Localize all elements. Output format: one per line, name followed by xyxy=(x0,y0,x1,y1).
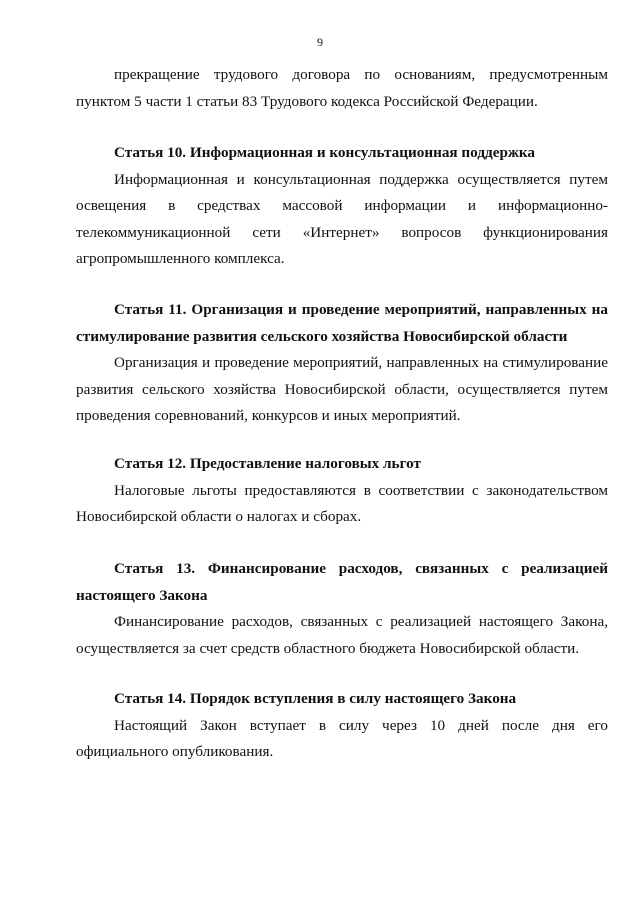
article-10-body: Информационная и консультационная поддержка осуществляется путем освещения в средствах массовой информации и информационно-телекоммуникационной сети «Интернет» вопросов функционирования агропромышленного комплекса. xyxy=(76,170,608,267)
article-11 xyxy=(76,297,608,430)
page-number: 9 xyxy=(317,35,323,49)
article-13-body: Финансирование расходов, связанных с реализацией настоящего Закона, осуществляется за счет средств областного бюджета Новосибирской области. xyxy=(76,613,608,657)
article-11-heading: Статья 11. Организация и проведение мероприятий, направленных на стимулирование развития сельского хозяйства Новосибирской области xyxy=(76,301,608,345)
article-12-heading: Статья 12. Предоставление налоговых льгот xyxy=(114,455,421,472)
article-13-heading: Статья 13. Финансирование расходов, связанных с реализацией настоящего Закона xyxy=(76,560,608,604)
article-13 xyxy=(76,556,608,662)
article-11-body: Организация и проведение мероприятий, направленных на стимулирование развития сельского хозяйства Новосибирской области, осуществляется путем проведения соревнований, конкурсов и иных мероприятий. xyxy=(76,354,608,424)
article-14 xyxy=(76,686,608,766)
article-10 xyxy=(76,140,608,273)
article-12-body: Налоговые льготы предоставляются в соответствии с законодательством Новосибирской области о налогах и сборах. xyxy=(76,481,608,525)
article-10-heading: Статья 10. Информационная и консультационная поддержка xyxy=(114,144,536,161)
article-14-body: Настоящий Закон вступает в силу через 10 дней после дня его официального опубликования. xyxy=(76,716,608,760)
intro-block xyxy=(76,62,608,115)
intro-paragraph: прекращение трудового договора по основаниям, предусмотренным пунктом 5 части 1 статьи 83 Трудового кодекса Российской Федерации. xyxy=(76,66,608,110)
article-12 xyxy=(76,451,608,531)
article-14-heading: Статья 14. Порядок вступления в силу настоящего Закона xyxy=(114,690,517,707)
